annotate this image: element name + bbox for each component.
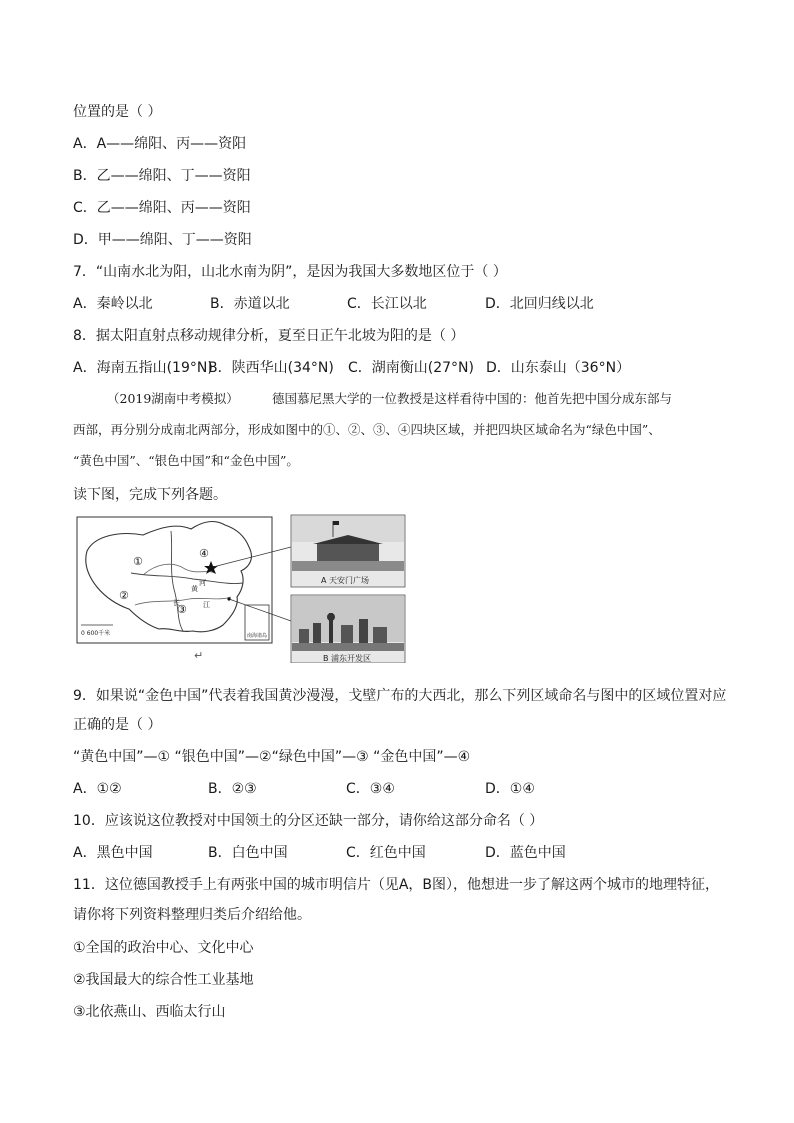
photo-b-caption: B 浦东开发区 xyxy=(323,654,372,663)
q9-option-b[interactable]: B．②③ xyxy=(208,781,257,797)
q7-option-b[interactable]: B．赤道以北 xyxy=(210,296,290,312)
passage-instruction: 读下图，完成下列各题。 xyxy=(73,487,227,503)
q11-stem-line-2: 请你将下列资料整理归类后介绍给他。 xyxy=(73,907,311,923)
q7-option-a[interactable]: A．秦岭以北 xyxy=(73,296,153,312)
map-label-chang: 长 xyxy=(173,599,180,607)
photo-b-tower-sphere xyxy=(327,613,335,621)
photo-b-building-2 xyxy=(313,623,321,643)
q10-option-b[interactable]: B．白色中国 xyxy=(208,845,288,861)
q8-option-b[interactable]: B．陕西华山(34°N) xyxy=(208,360,334,376)
map-label-region-3: ③ xyxy=(177,603,187,616)
q10-stem: 10．应该说这位教授对中国领土的分区还缺一部分，请你给这部分命名（ ） xyxy=(73,813,544,829)
q8-stem: 8．据太阳直射点移动规律分析，夏至日正午北坡为阳的是（ ） xyxy=(73,328,465,344)
q7-option-d[interactable]: D．北回归线以北 xyxy=(485,296,594,312)
q9-option-d[interactable]: D．①④ xyxy=(485,781,535,797)
inset-label: 南海诸岛 xyxy=(247,633,268,639)
photo-b-water xyxy=(292,643,404,651)
photo-a-gate xyxy=(317,543,379,561)
figure-map-and-photos xyxy=(73,513,413,663)
q10-option-a[interactable]: A．黑色中国 xyxy=(73,845,153,861)
photo-b-building-1 xyxy=(299,629,309,643)
q7-stem: 7．“山南水北为阳，山北水南为阴”，是因为我国大多数地区位于（ ） xyxy=(73,264,507,280)
map-label-he: 河 xyxy=(199,579,206,587)
map-label-region-2: ② xyxy=(119,589,129,602)
q10-option-c[interactable]: C．红色中国 xyxy=(346,845,426,861)
return-mark: ↵ xyxy=(194,649,204,662)
photo-b-building-5 xyxy=(373,627,387,643)
q11-stem-line-1: 11．这位德国教授手上有两张中国的城市明信片（见A，B图），他想进一步了解这两个城市的地理特征， xyxy=(73,877,719,893)
q11-item-1: ①全国的政治中心、文化中心 xyxy=(73,940,254,956)
q9-pairs: “黄色中国”—① “银色中国”—②“绿色中国”—③ “金色中国”—④ xyxy=(73,749,471,765)
shanghai-dot xyxy=(227,597,230,600)
passage-line-1: 德国慕尼黑大学的一位教授是这样看待中国的：他首先把中国分成东部与 xyxy=(272,391,673,406)
map-label-region-1: ① xyxy=(133,555,143,568)
map-label-jiang: 江 xyxy=(203,601,210,609)
q6-option-c[interactable]: C．乙——绵阳、丙——资阳 xyxy=(73,200,251,216)
q10-option-d[interactable]: D．蓝色中国 xyxy=(485,845,566,861)
q11-item-2: ②我国最大的综合性工业基地 xyxy=(73,972,254,988)
q6-option-a[interactable]: A．A——绵阳、丙——资阳 xyxy=(73,136,247,152)
q8-option-c[interactable]: C．湖南衡山(27°N) xyxy=(348,360,474,376)
passage-line-3: “黄色中国”、“银色中国”和“金色中国”。 xyxy=(73,453,299,468)
q6-stem-tail: 位置的是（ ） xyxy=(73,104,162,120)
map-scale-text: 0 600千米 xyxy=(81,630,111,637)
map-label-huang: 黄 xyxy=(191,585,198,593)
q6-option-b[interactable]: B．乙——绵阳、丁——资阳 xyxy=(73,168,251,184)
q9-option-c[interactable]: C．③④ xyxy=(346,781,395,797)
passage-line-2: 西部，再分别分成南北两部分，形成如图中的①、②、③、④四块区域，并把四块区域命名为“绿色中国”、 xyxy=(73,422,661,437)
q7-option-c[interactable]: C．长江以北 xyxy=(347,296,427,312)
q9-option-a[interactable]: A．①② xyxy=(73,781,122,797)
photo-b-building-4 xyxy=(359,619,368,643)
q9-stem-line-1: 9．如果说“金色中国”代表着我国黄沙漫漫，戈壁广布的大西北，那么下列区域命名与图中的区域位置对应 xyxy=(73,688,727,704)
photo-a-square xyxy=(292,561,404,571)
photo-a-flag xyxy=(333,521,339,525)
q8-option-d[interactable]: D．山东泰山（36°N） xyxy=(486,360,631,376)
q6-option-d[interactable]: D．甲——绵阳、丁——资阳 xyxy=(73,232,252,248)
q11-item-3: ③北依燕山、西临太行山 xyxy=(73,1004,226,1020)
passage-source: （2019湖南中考模拟） xyxy=(107,391,239,406)
map-label-region-4: ④ xyxy=(199,547,209,560)
q9-stem-line-2: 正确的是（ ） xyxy=(73,717,162,733)
q8-option-a[interactable]: A．海南五指山(19°N) xyxy=(73,360,213,376)
photo-a-caption: A 天安门广场 xyxy=(321,576,370,585)
photo-b-building-3 xyxy=(341,625,353,643)
